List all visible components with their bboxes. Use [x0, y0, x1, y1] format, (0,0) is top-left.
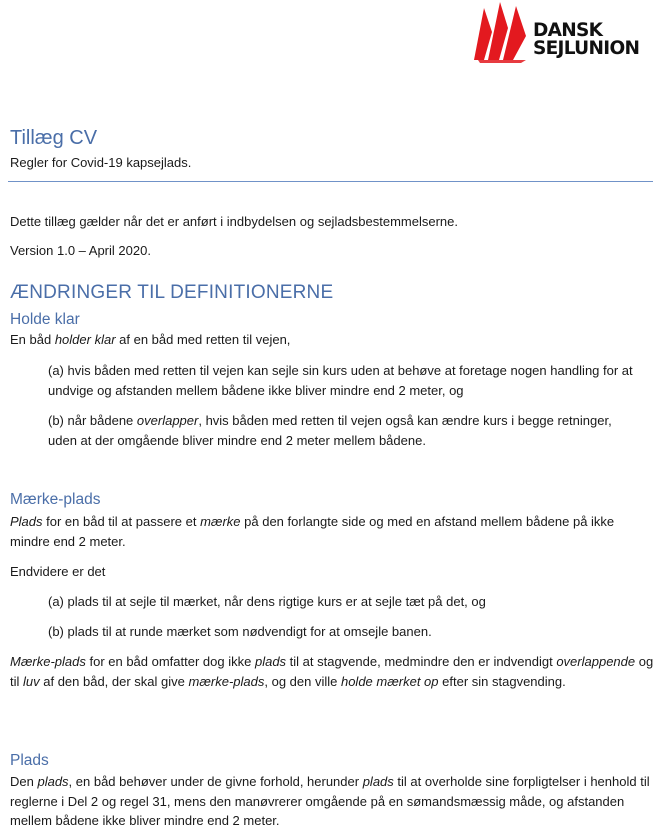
maerke-plads-item-b: (b) plads til at runde mærket som nødvendigt for at omsejle banen. — [48, 624, 432, 639]
maerke-plads-also: Endvidere er det — [10, 564, 106, 579]
logo-wordmark — [533, 22, 658, 58]
version-line: Version 1.0 – April 2020. — [10, 243, 151, 258]
logo-line-1: DANSK — [533, 20, 603, 41]
holde-klar-item-b: (b) når bådene overlapper, hvis båden med retten til vejen også kan ændre kurs i begge retninger, uden at der omgående bliver mindre end 2 meter mellem bådene. — [48, 413, 612, 448]
intro-paragraph: Dette tillæg gælder når det er anført i indbydelsen og sejladsbestemmelserne. — [10, 214, 459, 229]
plads-heading: Plads — [10, 752, 49, 769]
section-heading: ÆNDRINGER TIL DEFINITIONERNE — [10, 282, 334, 303]
dansk-sejlunion-logo — [466, 2, 656, 64]
holde-klar-heading: Holde klar — [10, 311, 80, 328]
maerke-plads-note: Mærke-plads for en båd omfatter dog ikke plads til at stagvende, medmindre den er indvendigt overlappende og til luv af den båd, der skal give mærke-plads, og den ville holde mærket op efter sin stagvending. — [10, 654, 654, 689]
maerke-plads-lead: Plads for en båd til at passere et mærke på den forlangte side og med en afstand mellem bådene på ikke mindre end 2 meter. — [10, 514, 615, 549]
plads-paragraph: Den plads, en båd behøver under de givne forhold, herunder plads til at overholde sine forpligtelser i henhold til reglerne i Del 2 og regel 31, mens den manøvrerer omgående på en sømandsmæssig måde, og afstanden mellem bådene ikke bliver mindre end 2 meter. — [10, 774, 650, 828]
document-title: Tillæg CV — [10, 127, 98, 149]
logo-line-2: SEJLUNION — [533, 38, 640, 59]
maerke-plads-heading: Mærke-plads — [10, 491, 101, 508]
title-divider — [8, 181, 653, 182]
document-subtitle: Regler for Covid-19 kapsejlads. — [10, 155, 192, 170]
sails-icon — [466, 2, 532, 64]
holde-klar-item-a: (a) hvis båden med retten til vejen kan sejle sin kurs uden at behøve at foretage nogen handling for at undvige og afstanden mellem bådene ikke bliver mindre end 2 meter, og — [48, 363, 633, 398]
maerke-plads-item-a: (a) plads til at sejle til mærket, når dens rigtige kurs er at sejle tæt på det, og — [48, 594, 486, 609]
holde-klar-lead: En båd holder klar af en båd med retten til vejen, — [10, 332, 291, 347]
